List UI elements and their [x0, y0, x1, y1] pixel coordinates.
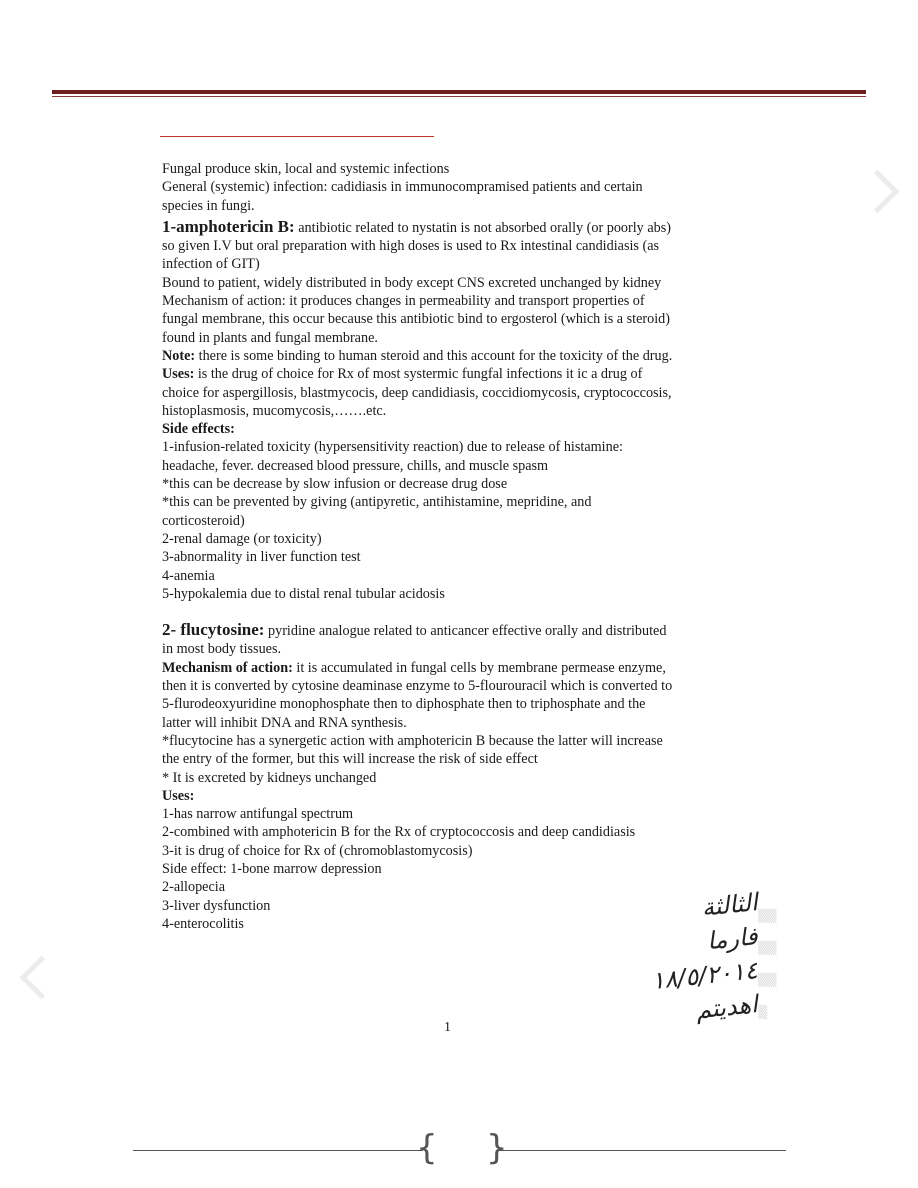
text-line: 2-allopecia: [162, 879, 226, 896]
text-line: headache, fever. decreased blood pressure, chills, and muscle spasm: [162, 457, 549, 474]
text-line: *this can be decrease by slow infusion or decrease drug dose: [162, 476, 508, 493]
text-line: 1-infusion-related toxicity (hypersensitivity reaction) due to release of histamine:: [162, 439, 623, 456]
header-rule: [52, 90, 866, 94]
text-line: latter will inhibit DNA and RNA synthesis.: [162, 714, 407, 731]
header-rule-thin: [52, 96, 866, 97]
text-line: 2-renal damage (or toxicity): [162, 530, 322, 547]
text-line: 3-abnormality in liver function test: [162, 549, 361, 566]
title-underline: [160, 136, 434, 137]
footer-left-bracket: {: [416, 1128, 438, 1168]
text-line: Fungal produce skin, local and systemic infections: [162, 161, 450, 177]
text-line: 3-it is drug of choice for Rx of (chromoblastomycosis): [162, 842, 473, 859]
text-line: 4-anemia: [162, 567, 215, 584]
text-line: histoplasmosis, mucomycosis,…….etc.: [162, 402, 387, 419]
faded-stamp: ▒▒ ▒▒ ▒▒ ▒: [758, 909, 777, 1019]
text-line: choice for aspergillosis, blastmycocis, deep candidiasis, coccidiomycosis, cryptococcosis,: [162, 384, 672, 401]
section-title: 2- flucytosine:: [162, 620, 265, 640]
text-line: species in fungi.: [162, 197, 255, 214]
section-title: 1-amphotericin B:: [162, 216, 295, 236]
note-line: Note: there is some binding to human steroid and this account for the toxicity of the drug.: [162, 347, 673, 364]
text-line: *flucytocine has a synergetic action with amphotericin B because the latter will increase: [162, 732, 663, 749]
amphotericin-heading: 1-amphotericin B: antibiotic related to nystatin is not absorbed orally (or poorly abs): [162, 216, 671, 236]
text-line: Mechanism of action: it produces changes in permeability and transport properties of: [162, 293, 645, 310]
text-line: the entry of the former, but this will increase the risk of side effect: [162, 751, 538, 768]
text-line: 4-enterocolitis: [162, 915, 244, 932]
text-line: Bound to patient, widely distributed in body except CNS excreted unchanged by kidney: [162, 274, 662, 291]
watermark-arrow-left-icon: [20, 956, 64, 1000]
uses-label: Uses:: [162, 787, 195, 804]
text-line: 5-hypokalemia due to distal renal tubular acidosis: [162, 585, 445, 602]
text-line: fungal membrane, this occur because this antibiotic bind to ergosterol (which is a steroid): [162, 311, 670, 328]
text-line: Side effect: 1-bone marrow depression: [162, 860, 382, 877]
side-effects-label: Side effects:: [162, 421, 235, 438]
mechanism-line: Mechanism of action: it is accumulated in fungal cells by membrane permease enzyme,: [162, 659, 666, 676]
text-line: corticosteroid): [162, 512, 245, 529]
handwritten-note: الثالثة فارما ١٨/٥/٢٠١٤ اهديتم: [650, 888, 759, 1025]
document-body: [162, 160, 762, 933]
spacer: [162, 603, 762, 621]
text-line: 5-flurodeoxyuridine monophosphate then to diphosphate then to triphosphate and the: [162, 696, 646, 713]
watermark-arrow-right-icon: [856, 170, 900, 214]
text-line: infection of GIT): [162, 256, 260, 273]
text-line: then it is converted by cytosine deaminase enzyme to 5-flourouracil which is converted to: [162, 678, 673, 695]
text-line: *this can be prevented by giving (antipyretic, antihistamine, mepridine, and: [162, 494, 592, 511]
text-line: found in plants and fungal membrane.: [162, 329, 378, 346]
text-line: in most body tissues.: [162, 641, 282, 658]
text-line: 2-combined with amphotericin B for the Rx of cryptococcosis and deep candidiasis: [162, 824, 636, 841]
footer-right-bracket: }: [486, 1128, 508, 1168]
flucytosine-heading: 2- flucytosine: pyridine analogue related to anticancer effective orally and distributed: [162, 620, 667, 640]
text-line: 1-has narrow antifungal spectrum: [162, 806, 354, 823]
text-line: General (systemic) infection: cadidiasis in immunocompramised patients and certain: [162, 179, 643, 196]
text-line: 3-liver dysfunction: [162, 897, 271, 914]
text-line: so given I.V but oral preparation with high doses is used to Rx intestinal candidiasis (as: [162, 238, 660, 255]
page-number: 1: [444, 1020, 451, 1035]
text-line: * It is excreted by kidneys unchanged: [162, 769, 377, 786]
uses-line: Uses: is the drug of choice for Rx of most systermic fungfal infections it ic a drug of: [162, 366, 643, 383]
footer-rule-right: [496, 1150, 786, 1151]
footer-rule-left: [133, 1150, 423, 1151]
